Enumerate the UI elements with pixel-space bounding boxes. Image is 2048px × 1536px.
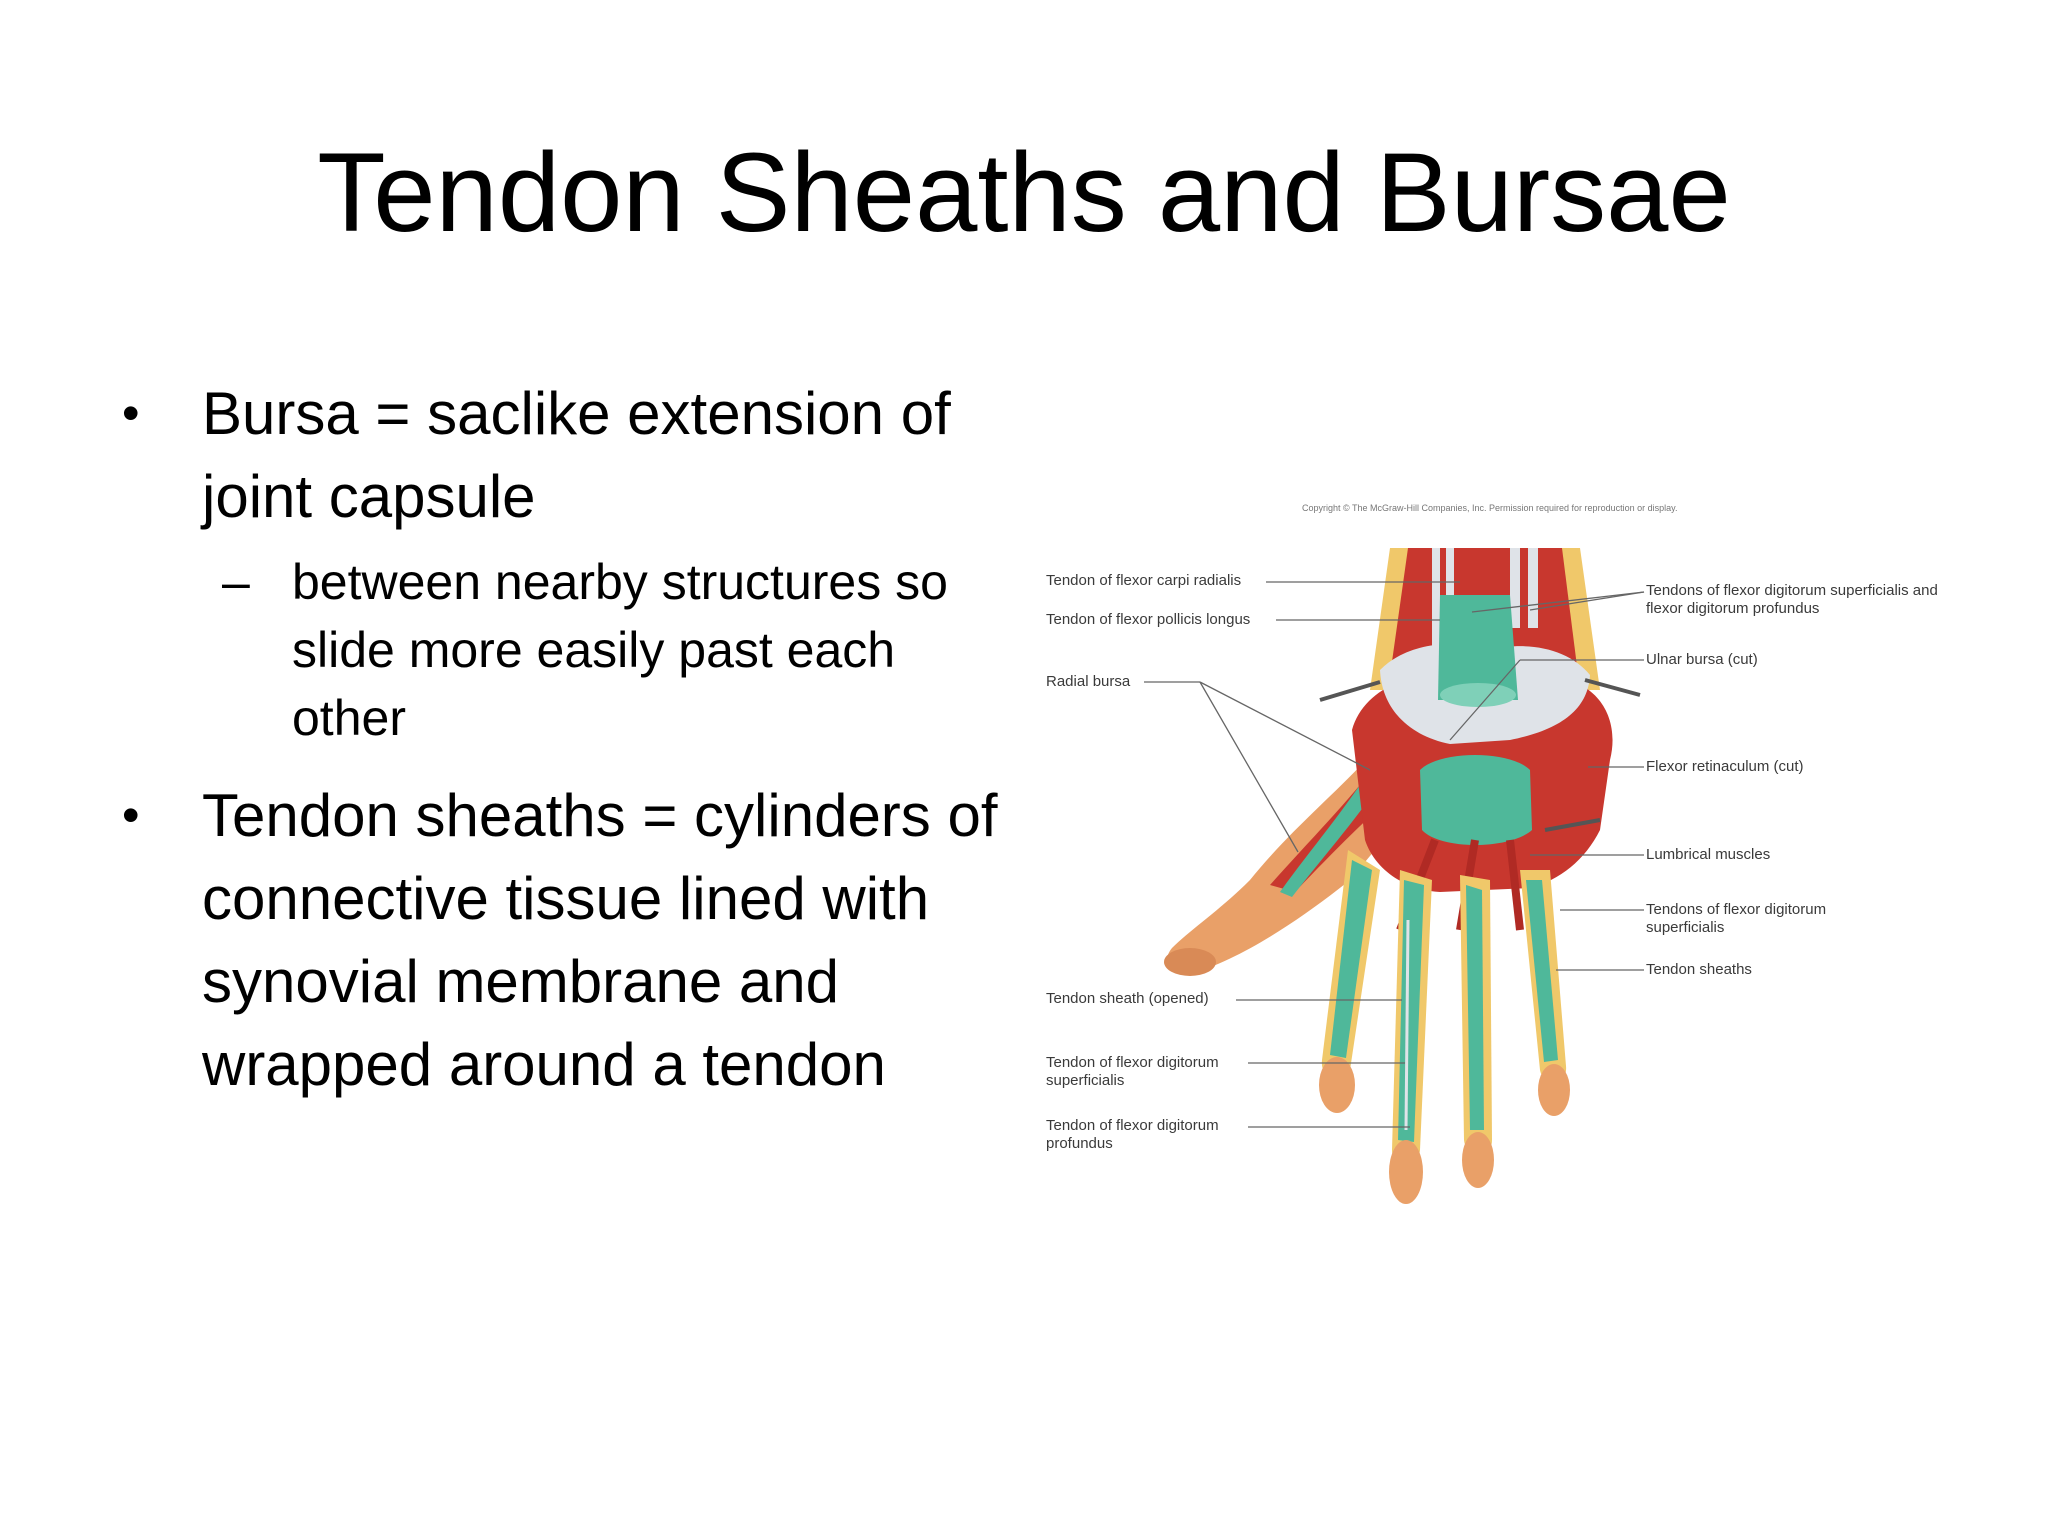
little-finger <box>1520 870 1570 1116</box>
tendon-strip <box>1432 548 1440 658</box>
label-fds-fdp-tendons: Tendons of flexor digitorum superficialis and flexor digitorum profundus <box>1646 582 1938 617</box>
label-tendon-sheath-opened: Tendon sheath (opened) <box>1046 990 1209 1007</box>
ulnar-bursa-lower <box>1420 755 1532 845</box>
label-fds-tendons: Tendons of flexor digitorum superficialis <box>1646 901 1827 936</box>
bullet-text: Tendon sheaths = cylinders of connective tissue lined with synovial membrane and wrapped around a tendon <box>202 782 998 1098</box>
sub-bullet-dash: – <box>222 554 250 610</box>
label-lumbrical-muscles: Lumbrical muscles <box>1646 846 1771 863</box>
thumb-tip <box>1164 948 1216 976</box>
label-flexor-retinaculum: Flexor retinaculum (cut) <box>1646 758 1804 775</box>
label-fds: Tendon of flexor digitorum superficialis <box>1046 1054 1219 1089</box>
label-fdp: Tendon of flexor digitorum profundus <box>1046 1117 1219 1152</box>
bullet-dot: • <box>122 787 140 843</box>
slide-title: Tendon Sheaths and Bursae <box>317 130 1731 255</box>
bullet-bursa <box>118 372 998 538</box>
bullet-dot: • <box>122 385 140 441</box>
hand-anatomy-figure <box>1040 500 1990 1240</box>
bullet-list <box>118 372 998 1106</box>
label-tendon-sheaths: Tendon sheaths <box>1646 961 1752 978</box>
sub-bullet-bursa <box>118 548 998 752</box>
ulnar-bursa-section <box>1440 683 1516 707</box>
middle-finger <box>1389 870 1432 1204</box>
copyright-notice: Copyright © The McGraw-Hill Companies, Inc. Permission required for reproduction or display. <box>1302 503 1678 513</box>
label-radial-bursa: Radial bursa <box>1046 673 1131 690</box>
bullet-text: Bursa = saclike extension of joint capsule <box>202 380 951 530</box>
label-flexor-pollicis-longus: Tendon of flexor pollicis longus <box>1046 611 1251 628</box>
label-flexor-carpi-radialis: Tendon of flexor carpi radialis <box>1046 572 1242 589</box>
tendon-strip <box>1528 548 1538 628</box>
sub-bullet-text: between nearby structures so slide more easily past each other <box>292 554 948 746</box>
retinaculum-edge <box>1320 682 1380 700</box>
label-ulnar-bursa: Ulnar bursa (cut) <box>1646 651 1758 668</box>
bullet-tendon-sheaths <box>118 774 998 1106</box>
ring-finger <box>1460 875 1494 1188</box>
